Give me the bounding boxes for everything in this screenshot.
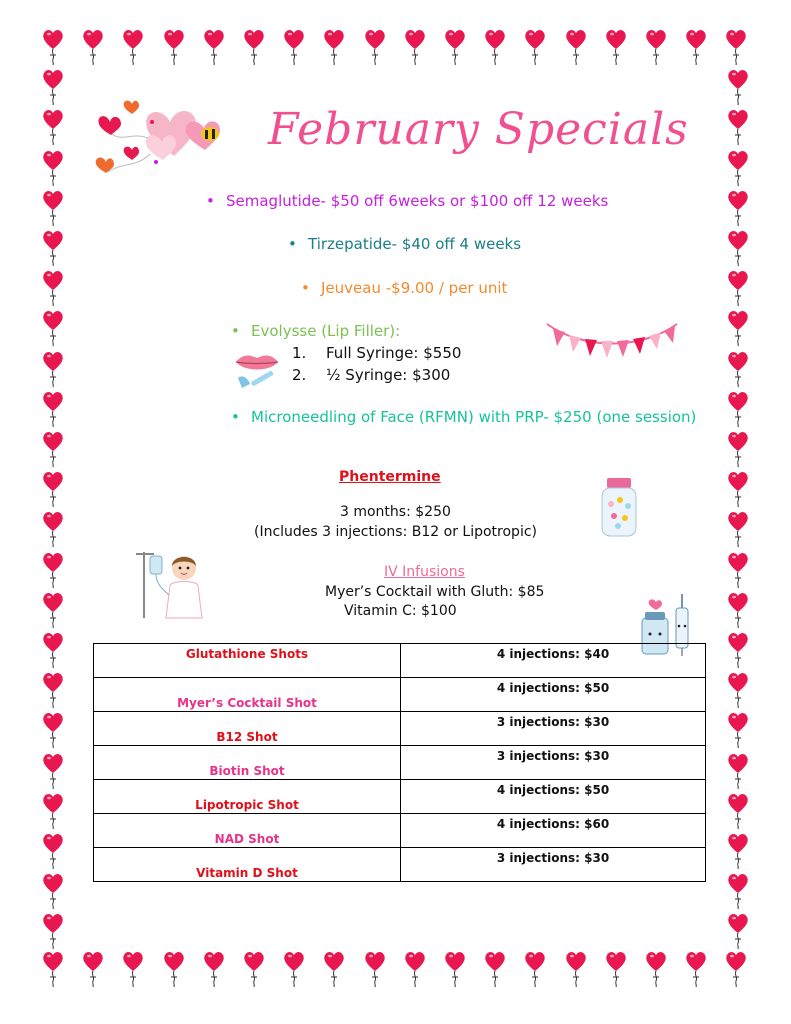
- heart-balloon-icon: [524, 28, 546, 66]
- bullet-evolysse: • Evolysse (Lip Filler):: [231, 322, 401, 340]
- heart-balloon-icon: [203, 28, 225, 66]
- list-number: 2.: [292, 366, 307, 384]
- heart-balloon-icon: [42, 711, 64, 749]
- heart-balloon-icon: [42, 28, 64, 66]
- heart-balloon-icon: [42, 309, 64, 347]
- heart-balloon-icon: [444, 950, 466, 988]
- heart-balloon-icon: [42, 752, 64, 790]
- heart-balloon-icon: [122, 28, 144, 66]
- heart-balloon-icon: [163, 950, 185, 988]
- heart-balloon-icon: [725, 28, 747, 66]
- shot-price: 4 injections: $60: [496, 817, 610, 831]
- heart-balloon-icon: [42, 149, 64, 187]
- heart-balloon-icon: [243, 28, 265, 66]
- shots-price-table: [93, 643, 706, 882]
- heart-balloon-icon: [727, 792, 749, 830]
- table-row: [94, 678, 706, 712]
- heart-balloon-icon: [283, 950, 305, 988]
- shot-name-cell: [94, 780, 401, 814]
- filler-item-1: [292, 344, 461, 362]
- heart-balloon-icon: [727, 510, 749, 548]
- phentermine-note: (Includes 3 injections: B12 or Lipotropic): [254, 524, 537, 540]
- pill-jar-icon: [598, 476, 640, 538]
- bullet-text: Jeuveau -$9.00 / per unit: [321, 279, 508, 297]
- shot-name: B12 Shot: [216, 730, 278, 744]
- heart-balloon-icon: [42, 68, 64, 106]
- heart-balloon-icon: [42, 591, 64, 629]
- shot-price-cell: [401, 644, 706, 678]
- heart-balloon-icon: [42, 108, 64, 146]
- heart-balloon-icon: [685, 28, 707, 66]
- list-text: ½ Syringe: $300: [326, 366, 451, 384]
- shot-name: Vitamin D Shot: [196, 866, 298, 880]
- heart-balloon-icon: [404, 950, 426, 988]
- shot-name: NAD Shot: [214, 832, 280, 846]
- heart-balloon-icon: [364, 28, 386, 66]
- heart-balloon-icon: [727, 752, 749, 790]
- shot-name-cell: [94, 814, 401, 848]
- heart-balloon-icon: [727, 189, 749, 227]
- table-row: [94, 814, 706, 848]
- phentermine-heading: Phentermine: [339, 469, 441, 485]
- bullet-text: Evolysse (Lip Filler):: [251, 322, 401, 340]
- heart-balloon-icon: [42, 872, 64, 910]
- bullet-text: Semaglutide- $50 off 6weeks or $100 off 12 weeks: [226, 192, 609, 210]
- heart-balloon-icon: [283, 28, 305, 66]
- shot-name: Lipotropic Shot: [195, 798, 299, 812]
- bunting-banner-icon: [543, 318, 681, 364]
- shot-name: Myer’s Cocktail Shot: [177, 696, 317, 710]
- heart-balloon-icon: [727, 68, 749, 106]
- heart-balloon-icon: [42, 229, 64, 267]
- heart-balloon-icon: [203, 950, 225, 988]
- table-row: [94, 780, 706, 814]
- heart-balloon-icon: [404, 28, 426, 66]
- filler-item-2: [292, 366, 450, 384]
- heart-balloon-icon: [727, 551, 749, 589]
- heart-balloon-icon: [565, 950, 587, 988]
- table-row: [94, 746, 706, 780]
- lips-syringe-icon: [232, 348, 282, 390]
- list-text: Full Syringe: $550: [326, 344, 462, 362]
- shot-price: 3 injections: $30: [496, 851, 610, 865]
- heart-balloon-icon: [42, 792, 64, 830]
- table-row: [94, 712, 706, 746]
- heart-balloon-icon: [727, 430, 749, 468]
- heart-balloon-icon: [727, 631, 749, 669]
- table-row: [94, 644, 706, 678]
- heart-balloon-icon: [727, 872, 749, 910]
- heart-balloon-icon: [727, 390, 749, 428]
- heart-balloon-icon: [42, 832, 64, 870]
- heart-balloon-icon: [727, 149, 749, 187]
- shot-name-cell: [94, 678, 401, 712]
- shot-price-cell: [401, 780, 706, 814]
- heart-balloon-icon: [364, 950, 386, 988]
- heart-balloon-icon: [42, 510, 64, 548]
- shot-name-cell: [94, 644, 401, 678]
- heart-balloon-icon: [42, 390, 64, 428]
- bullet-jeuveau: • Jeuveau -$9.00 / per unit: [301, 279, 508, 297]
- heart-balloon-icon: [727, 269, 749, 307]
- bullet-semaglutide: • Semaglutide- $50 off 6weeks or $100 off 12 weeks: [206, 192, 609, 210]
- heart-balloon-icon: [727, 711, 749, 749]
- heart-balloon-icon: [82, 28, 104, 66]
- heart-balloon-icon: [685, 950, 707, 988]
- heart-balloon-icon: [727, 912, 749, 950]
- heart-balloon-icon: [605, 950, 627, 988]
- heart-balloon-icon: [727, 108, 749, 146]
- shot-name: Biotin Shot: [209, 764, 285, 778]
- shot-price-cell: [401, 678, 706, 712]
- page-title: February Specials: [268, 104, 689, 155]
- list-number: 1.: [292, 344, 307, 362]
- heart-balloon-icon: [42, 470, 64, 508]
- shot-price: 4 injections: $40: [496, 647, 610, 661]
- table-row: [94, 848, 706, 882]
- bullet-text: Microneedling of Face (RFMN) with PRP- $250 (one session): [251, 408, 697, 426]
- shot-price: 3 injections: $30: [496, 715, 610, 729]
- nurse-iv-icon: [126, 548, 216, 620]
- heart-balloon-icon: [727, 671, 749, 709]
- heart-balloon-icon: [42, 950, 64, 988]
- heart-balloon-icon: [163, 28, 185, 66]
- heart-balloon-icon: [42, 430, 64, 468]
- heart-balloon-icon: [243, 950, 265, 988]
- heart-balloon-icon: [727, 832, 749, 870]
- heart-balloon-icon: [42, 671, 64, 709]
- heart-balloon-icon: [42, 189, 64, 227]
- phentermine-price: 3 months: $250: [340, 504, 451, 520]
- hearts-clipart-icon: [92, 92, 232, 187]
- heart-balloon-icon: [727, 591, 749, 629]
- heart-balloon-icon: [444, 28, 466, 66]
- iv-vitamin-c: Vitamin C: $100: [344, 603, 457, 619]
- shot-name-cell: [94, 712, 401, 746]
- heart-balloon-icon: [323, 950, 345, 988]
- shot-price: 4 injections: $50: [496, 783, 610, 797]
- shot-name: Glutathione Shots: [185, 647, 309, 661]
- shot-price-cell: [401, 848, 706, 882]
- heart-balloon-icon: [727, 229, 749, 267]
- shot-price: 3 injections: $30: [496, 749, 610, 763]
- bullet-text: Tirzepatide- $40 off 4 weeks: [308, 235, 522, 253]
- heart-balloon-icon: [42, 350, 64, 388]
- shot-price-cell: [401, 746, 706, 780]
- heart-balloon-icon: [727, 350, 749, 388]
- heart-balloon-icon: [122, 950, 144, 988]
- heart-balloon-icon: [565, 28, 587, 66]
- iv-heading: IV Infusions: [384, 564, 465, 580]
- heart-balloon-icon: [42, 269, 64, 307]
- iv-myers: Myer’s Cocktail with Gluth: $85: [325, 584, 545, 600]
- shot-price-cell: [401, 712, 706, 746]
- heart-balloon-icon: [323, 28, 345, 66]
- shot-name-cell: [94, 848, 401, 882]
- bullet-microneedling: • Microneedling of Face (RFMN) with PRP- $250 (one session): [231, 408, 697, 426]
- heart-balloon-icon: [42, 631, 64, 669]
- heart-balloon-icon: [727, 470, 749, 508]
- shot-price-cell: [401, 814, 706, 848]
- heart-balloon-icon: [645, 28, 667, 66]
- shot-price: 4 injections: $50: [496, 681, 610, 695]
- bullet-tirzepatide: • Tirzepatide- $40 off 4 weeks: [288, 235, 522, 253]
- heart-balloon-icon: [727, 309, 749, 347]
- shot-name-cell: [94, 746, 401, 780]
- heart-balloon-icon: [645, 950, 667, 988]
- heart-balloon-icon: [605, 28, 627, 66]
- heart-balloon-icon: [725, 950, 747, 988]
- heart-balloon-icon: [42, 551, 64, 589]
- heart-balloon-icon: [484, 950, 506, 988]
- heart-balloon-icon: [524, 950, 546, 988]
- heart-balloon-icon: [42, 912, 64, 950]
- heart-balloon-icon: [82, 950, 104, 988]
- heart-balloon-icon: [484, 28, 506, 66]
